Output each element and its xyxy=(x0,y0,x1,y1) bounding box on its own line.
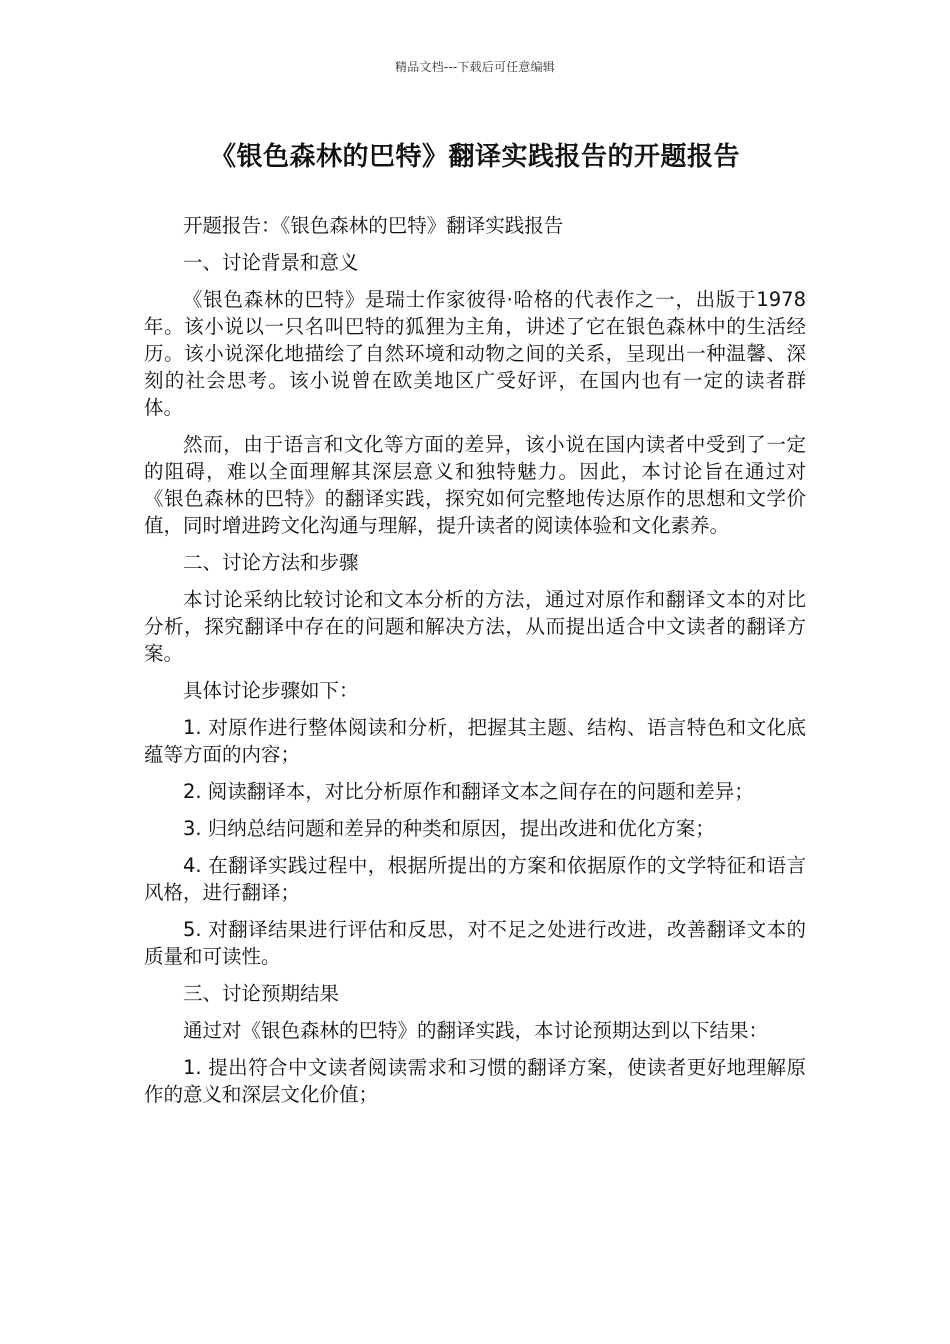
paragraph-purpose: 然而，由于语言和文化等方面的差异，该小说在国内读者中受到了一定的阻碍，难以全面理解其深层意义和独特魅力。因此，本讨论旨在通过对《银色森林的巴特》的翻译实践，探究如何完整地传达原作的思想和文学价值，同时增进跨文化沟通与理解，提升读者的阅读体验和文化素养。 xyxy=(144,433,806,537)
document-title: 《银色森林的巴特》翻译实践报告的开题报告 xyxy=(209,142,740,172)
paragraph-report-intro: 开题报告：《银色森林的巴特》翻译实践报告 xyxy=(183,214,564,237)
list-item-step-3: 3. 归纳总结问题和差异的种类和原因，提出改进和优化方案； xyxy=(183,817,715,840)
list-item-result-1: 1. 提出符合中文读者阅读需求和习惯的翻译方案，使读者更好地理解原作的意义和深层文化价值； xyxy=(144,1056,806,1106)
paragraph-method: 本讨论采纳比较讨论和文本分析的方法，通过对原作和翻译文本的对比分析，探究翻译中存在的问题和解决方法，从而提出适合中文读者的翻译方案。 xyxy=(144,588,806,665)
paragraph-steps-intro: 具体讨论步骤如下： xyxy=(183,679,359,702)
document-body xyxy=(144,212,806,1118)
list-item-step-4: 4. 在翻译实践过程中，根据所提出的方案和依据原作的文学特征和语言风格，进行翻译； xyxy=(144,854,806,904)
paragraph-background: 《银色森林的巴特》是瑞士作家彼得·哈格的代表作之一，出版于1978年。该小说以一只名叫巴特的狐狸为主角，讲述了它在银色森林中的生活经历。该小说深化地描绘了自然环境和动物之间的关系，呈现出一种温馨、深刻的社会思考。该小说曾在欧美地区广受好评，在国内也有一定的读者群体。 xyxy=(144,288,806,419)
header-note: 精品文档---下载后可任意编辑 xyxy=(395,60,555,74)
section-heading-method: 二、讨论方法和步骤 xyxy=(183,551,359,574)
section-heading-results: 三、讨论预期结果 xyxy=(183,982,340,1005)
section-heading-background: 一、讨论背景和意义 xyxy=(183,251,359,274)
list-item-step-2: 2. 阅读翻译本，对比分析原作和翻译文本之间存在的问题和差异； xyxy=(183,780,754,803)
paragraph-results-intro: 通过对《银色森林的巴特》的翻译实践，本讨论预期达到以下结果： xyxy=(183,1019,769,1042)
list-item-step-5: 5. 对翻译结果进行评估和反思，对不足之处进行改进，改善翻译文本的质量和可读性。 xyxy=(144,918,806,968)
list-item-step-1: 1. 对原作进行整体阅读和分析，把握其主题、结构、语言特色和文化底蕴等方面的内容； xyxy=(144,716,806,766)
